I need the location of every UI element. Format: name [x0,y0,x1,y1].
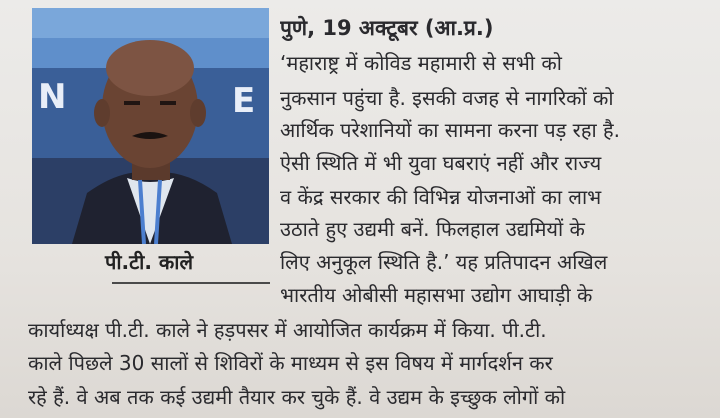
article-line: व केंद्र सरकार की विभिन्न योजनाओं का लाभ [280,185,602,209]
article-line: रहे हैं. वे अब तक कई उद्यमी तैयार कर चुके हैं. वे उद्यम के इच्छुक लोगों को [28,385,566,409]
article-line: ऐसी स्थिति में भी युवा घबराएं नहीं और राज्य [280,151,602,175]
article-line: आर्थिक परेशानियों का सामना करना पड़ रहा है. [280,118,620,142]
caption-divider [112,282,270,284]
dateline: पुणे, 19 अक्टूबर (आ.प्र.) [280,16,494,40]
backdrop-letter-e: E [232,81,256,121]
article-line: उठाते हुए उद्यमी बनें. फिलहाल उद्यमियों के [280,217,585,241]
article-line: कार्याध्यक्ष पी.टी. काले ने हड़पसर में आयोजित कार्यक्रम में किया. पी.टी. [28,318,547,342]
article-line: ‘महाराष्ट्र में कोविड महामारी से सभी को [280,51,562,75]
article-line: काले पिछले 30 सालों से शिविरों के माध्यम से इस विषय में मार्गदर्शन कर [28,351,553,375]
photo-caption: पी.टी. काले [104,250,194,274]
backdrop-letter-n: N [38,77,67,117]
portrait-illustration [32,8,269,244]
article-line: भारतीय ओबीसी महासभा उद्योग आघाड़ी के [280,283,593,307]
portrait-photo [32,8,269,244]
article-line: लिए अनुकूल स्थिति है.’ यह प्रतिपादन अखिल [280,250,608,274]
article-line: नुकसान पहुंचा है. इसकी वजह से नागरिकों को [280,86,614,110]
